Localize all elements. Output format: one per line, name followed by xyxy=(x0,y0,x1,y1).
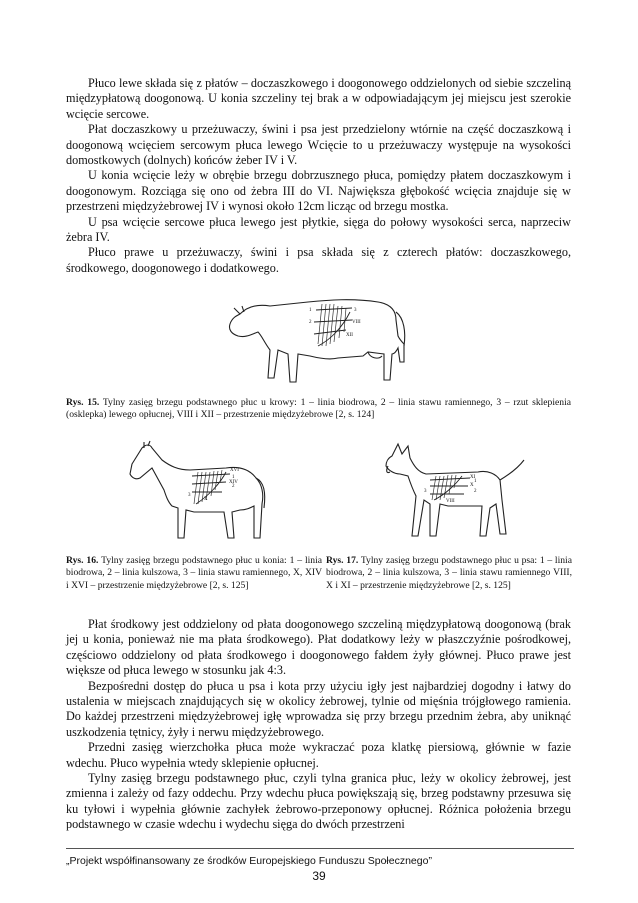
fig-label-mark: 2 xyxy=(232,484,235,489)
paragraph: Tylny zasięg brzegu podstawnego płuc, czyli tylna granica płuc, leży w okolicy żebrowej, jest zmienna i zależy od fazy oddechu. Przy wdechu płuca powiększają się, brzeg podstawny przesuwa się ku tyłowi i wypełnia głównie zachyłek żebrowo-przeponowy opłucnej. Różnica położenia brzegu podstawnego w czasie wdechu i wydechu sięga do dwóch przestrzeni xyxy=(66,771,571,832)
footer-funding-note: „Projekt współfinansowany ze środków Europejskiego Funduszu Społecznego” xyxy=(66,855,432,867)
body-text-bottom xyxy=(66,617,571,833)
cow-figure xyxy=(218,292,413,389)
paragraph: U psa wcięcie sercowe płuca lewego jest płytkie, sięga do połowy wysokości serca, naprzeciw żebra IV. xyxy=(66,214,571,245)
fig-label-mark: XIV xyxy=(229,480,238,485)
fig-label-mark: VIII xyxy=(352,320,361,325)
paragraph: Płat środkowy jest oddzielony od płata doogonowego szczeliną międzypłatową doogonową (brak jej u konia, ponieważ nie ma płata środkowego). Płat dodatkowy leży w płaszczyźnie pośrodkowej, częściowo oddzielony od płata środkowego i doogonowego fałdem żyły głównej. Płuco prawe jest większe od płuca lewego w stosunku jak 4:3. xyxy=(66,617,571,678)
figure-label: Rys. 17. xyxy=(326,555,359,566)
fig-label-mark: X xyxy=(470,483,474,488)
fig-label-mark: 2 xyxy=(309,320,312,325)
paragraph: U konia wcięcie leży w obrębie brzegu dobrzusznego płuca, pomiędzy płatem doczaszkowym i doogonowym. Rozciąga się ono od żebra III do VI. Największa głębokość wcięcia znajduje się w przestrzeni międzyżebrowej IV i wynosi około 12cm licząc od brzegu mostka. xyxy=(66,168,571,214)
figure-15-caption xyxy=(66,397,571,422)
fig-label-mark: VIII xyxy=(446,499,455,504)
footer-divider xyxy=(66,848,574,849)
body-text-top xyxy=(66,76,571,276)
figure-label: Rys. 16. xyxy=(66,555,99,566)
page-number: 39 xyxy=(312,869,326,883)
paragraph: Przedni zasięg wierzchołka płuca może wykraczać poza klatkę piersiową, głównie w fazie wdechu. Płuco wypełnia wtedy sklepienie opłucnej. xyxy=(66,740,571,770)
caption-text: Tylny zasięg brzegu podstawnego płuc u psa: 1 – linia biodrowa, 2 – linia kulszowa, 3 – linia stawu ramiennego VIII, X i XI – przestrzenie międzyżebrowe [2, s. 125] xyxy=(326,555,572,591)
paragraph: Płuco prawe u przeżuwaczy, świni i psa składa się z czterech płatów: doczaszkowego, środkowego, doogonowego i dodatkowego. xyxy=(66,245,571,275)
dog-figure xyxy=(378,438,528,544)
fig-label-mark: XVI xyxy=(230,468,239,473)
fig-label-mark: 3 xyxy=(354,308,357,313)
fig-label-mark: 3 xyxy=(424,489,427,494)
horse-figure xyxy=(122,438,268,544)
fig-label-mark: 2 xyxy=(474,489,477,494)
fig-label-mark: X xyxy=(204,497,208,502)
figure-label: Rys. 15. xyxy=(66,397,100,408)
paragraph: Bezpośredni dostęp do płuca u psa i kota przy użyciu igły jest najbardziej dogodny i łatwy do ustalenia w miejscach znajdujących się w okolicy żebrowej, tylnie od mięśnia trójgłowego ramienia. Do każdej przestrzeni międzyżebrowej igłę wprowadza się przy brzegu przednim żebra, aby uniknąć uszkodzenia tętnicy, żyły i nerwu międzyżebrowego. xyxy=(66,678,571,739)
fig-label-mark: XI xyxy=(470,475,476,480)
fig-label-mark: XII xyxy=(346,333,353,338)
fig-label-mark: 1 xyxy=(474,479,477,484)
fig-label-mark: 1 xyxy=(309,308,312,313)
paragraph: Płat doczaszkowy u przeżuwaczy, świni i psa jest przedzielony wtórnie na część doczaszkową i doogonową wcięciem sercowym płuca lewego Wcięcie to u przeżuwaczy występuje na wysokości domostkowych (dolnych) końców żeber IV i V. xyxy=(66,122,571,168)
fig-label-mark: 3 xyxy=(188,493,191,498)
paragraph: Płuco lewe składa się z płatów – doczaszkowego i doogonowego oddzielonych od siebie szczeliną międzypłatową doogonową. U konia szczeliny tej brak a w odpowiadającym jej miejscu jest szerokie wcięcie sercowe. xyxy=(66,76,571,121)
caption-text: Tylny zasięg brzegu podstawnego płuc u konia: 1 – linia biodrowa, 2 – linia kulszowa, 3 – linia stawu ramiennego, X, XIV i XVI – przestrzenie międzyżebrowe [2, s. 125] xyxy=(66,555,322,591)
figure-17-caption xyxy=(326,555,572,592)
fig-label-mark: 1 xyxy=(232,475,235,480)
caption-text: Tylny zasięg brzegu podstawnego płuc u krowy: 1 – linia biodrowa, 2 – linia stawu ramiennego, 3 – rzut sklepienia (osklepka) lewego opłucnej, VIII i XII – przestrzenie międzyżebrowe [2, s. 124] xyxy=(66,397,571,421)
figure-16-caption xyxy=(66,555,322,592)
